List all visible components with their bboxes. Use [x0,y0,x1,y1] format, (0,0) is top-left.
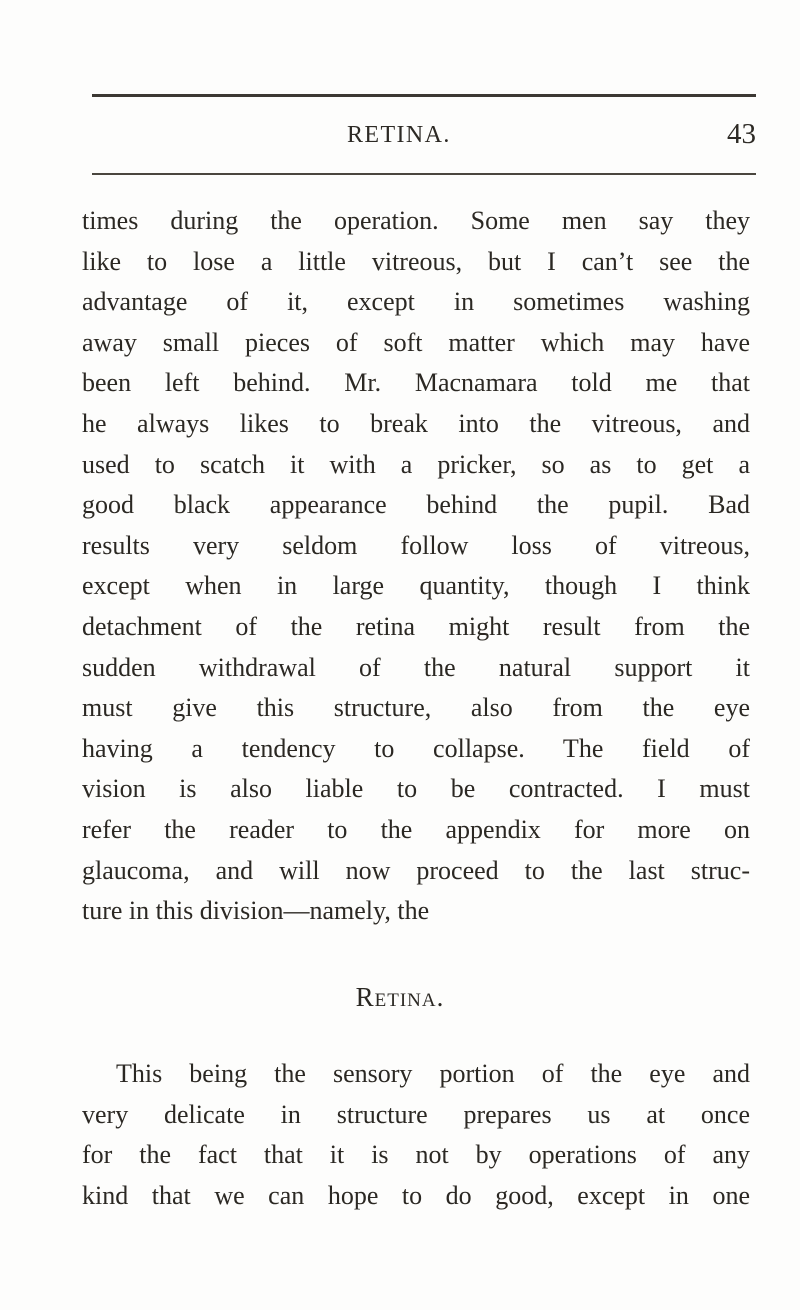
text-line: kind that we can hope to do good, except in one [82,1180,750,1210]
section-heading: Retina. [355,982,445,1012]
text-line: like to lose a little vitreous, but I can’t see the [82,246,750,276]
text-line: very delicate in structure prepares us at once [82,1099,750,1129]
paragraph-2 [82,1054,750,1216]
text-line: This being the sensory portion of the eye and [116,1059,750,1088]
text-line: refer the reader to the appendix for more on [82,814,750,844]
text-line: glaucoma, and will now proceed to the last struc- [82,855,750,885]
text-line: sudden withdrawal of the natural support it [82,652,750,682]
top-rule [92,94,756,97]
text-line: having a tendency to collapse. The field of [82,733,750,763]
text-line: used to scatch it with a pricker, so as to get a [82,449,750,479]
text-line: ture in this division—namely, the [82,896,430,926]
text-line: vision is also liable to be contracted. I must [82,774,750,804]
running-head [92,118,756,154]
text-line: he always likes to break into the vitreous, and [82,408,750,438]
text-line: advantage of it, except in sometimes washing [82,287,750,317]
text-line: good black appearance behind the pupil. Bad [82,490,750,520]
paragraph-1 [82,201,750,932]
running-head-title: RETINA. [347,122,451,148]
text-line: times during the operation. Some men say they [82,206,750,235]
text-line: detachment of the retina might result from the [82,611,750,641]
text-line: results very seldom follow loss of vitreous, [82,530,750,560]
text-line: away small pieces of soft matter which may have [82,327,750,357]
text-line: must give this structure, also from the eye [82,693,750,723]
text-line: been left behind. Mr. Macnamara told me that [82,368,750,398]
header-underline-rule [92,173,756,175]
text-line: except when in large quantity, though I think [82,571,750,601]
text-line: for the fact that it is not by operations of any [82,1140,750,1170]
page-number: 43 [727,118,756,150]
